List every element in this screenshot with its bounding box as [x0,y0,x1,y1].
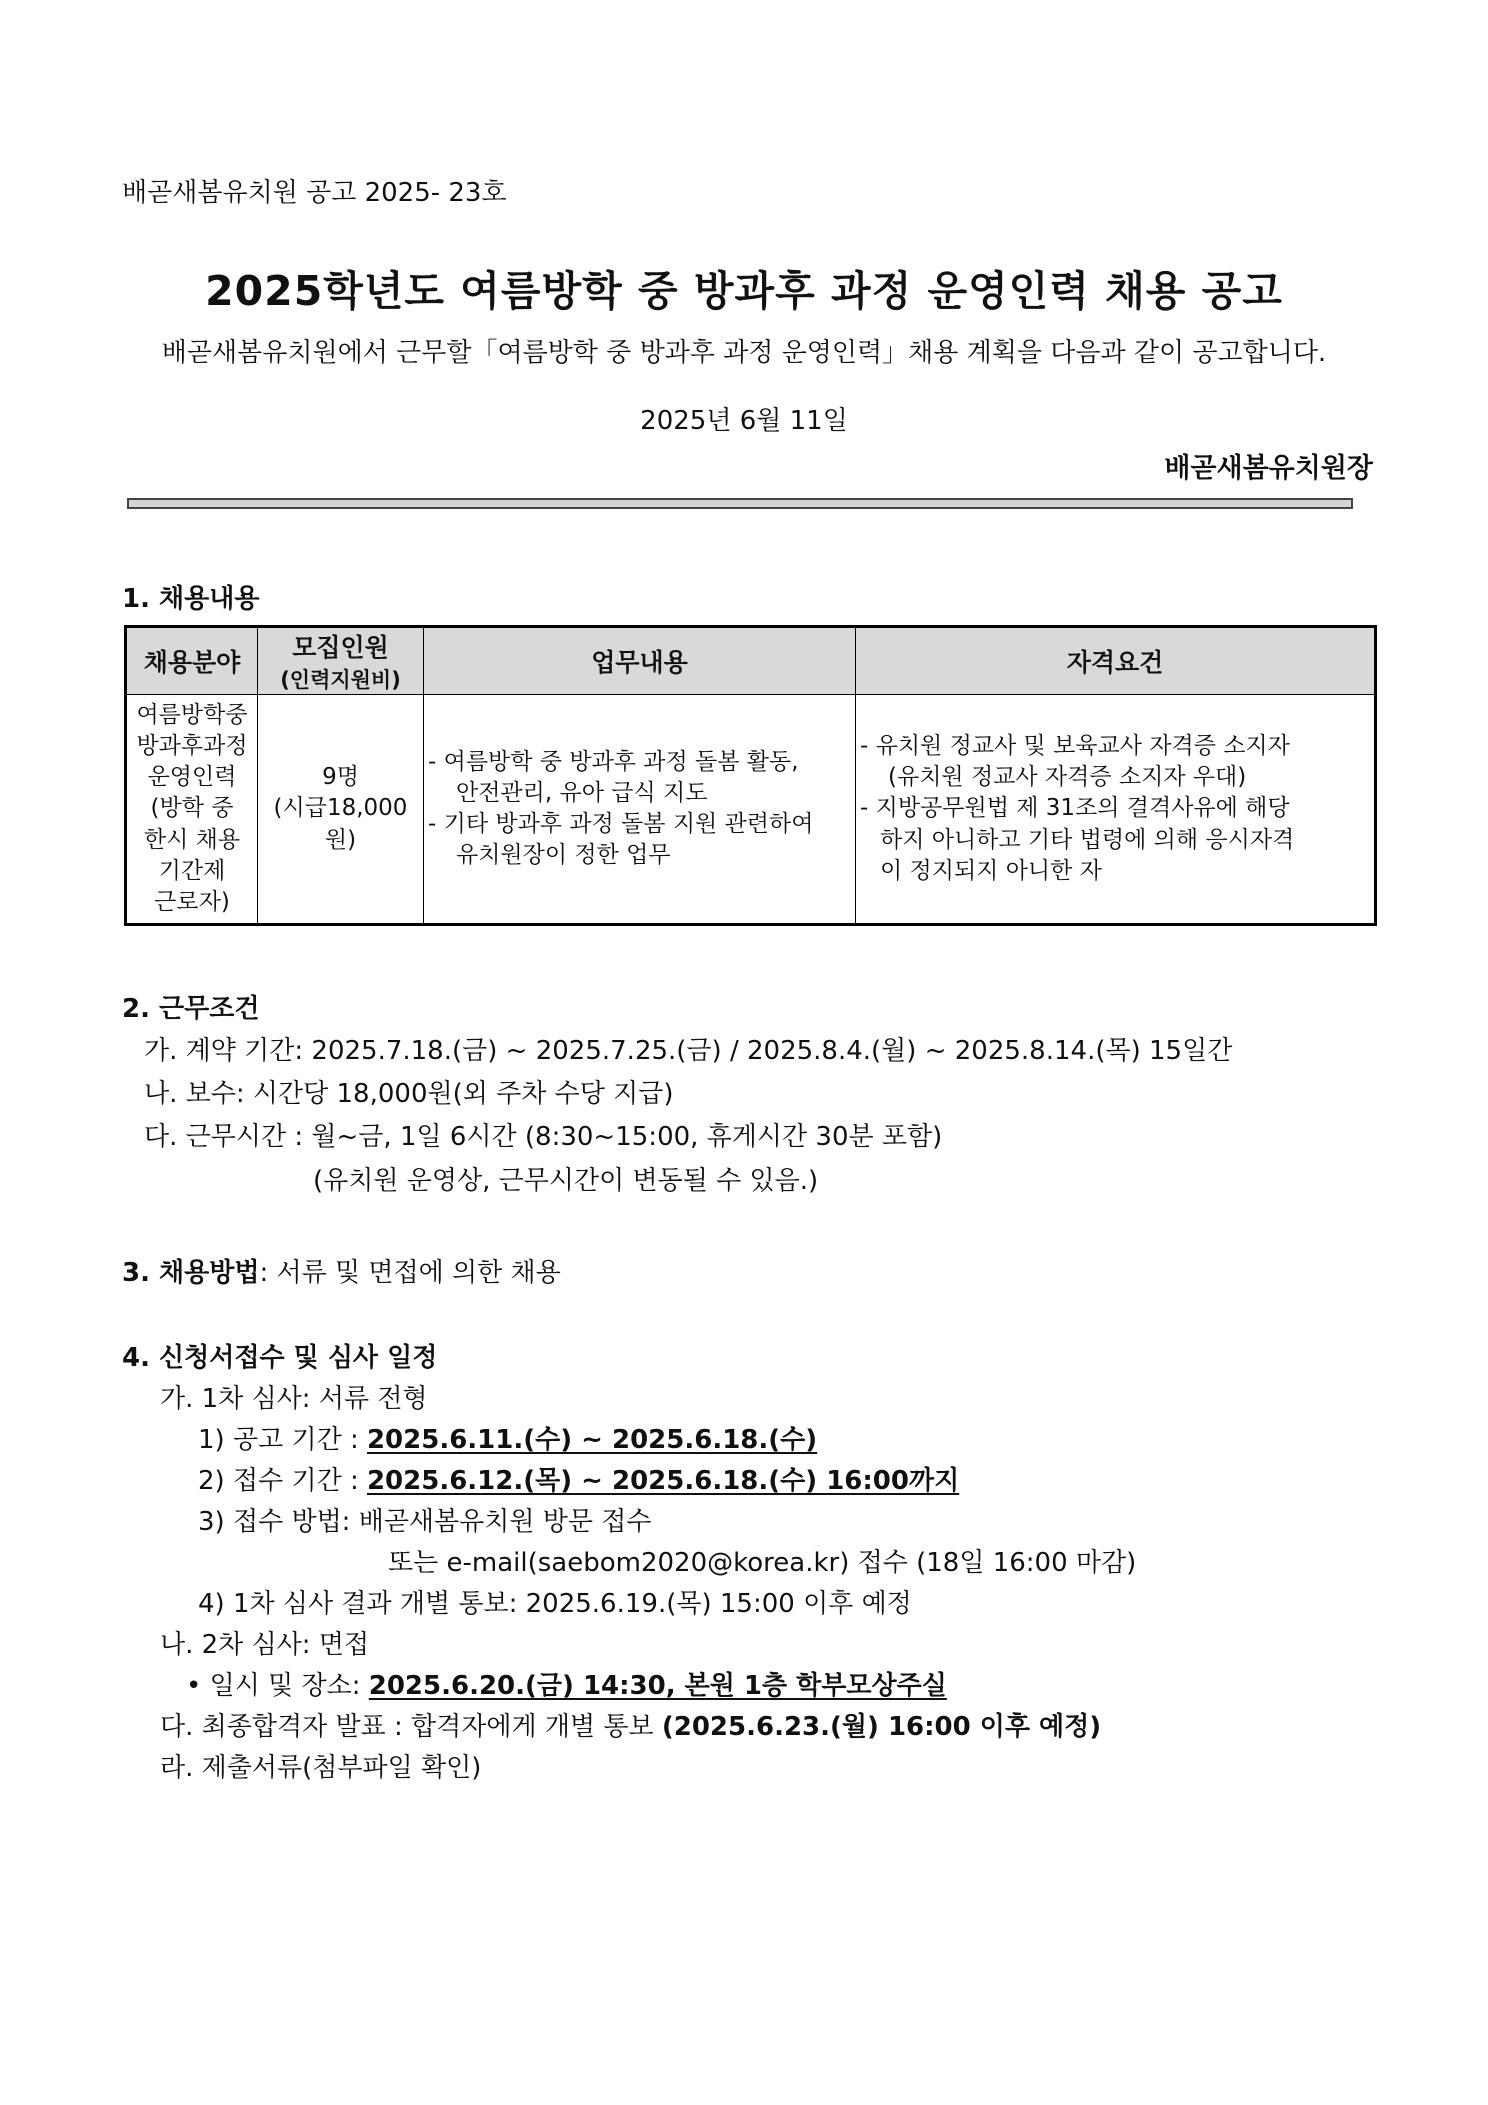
pay: 나. 보수: 시간당 18,000원(외 주차 수당 지급) [144,1079,674,1109]
field-line: 여름방학중 [136,702,248,729]
qualification-line: (유치원 정교사 자격증 소지자 우대) [888,764,1247,791]
final-detail: (2025.6.23.(월) 16:00 이후 예정) [661,1712,1102,1742]
cell-field [126,695,258,925]
notice-number: 배곧새봄유치원 공고 2025- 23호 [122,178,507,208]
qualification-line: 이 정지되지 아니한 자 [880,857,1102,884]
col-headcount [258,627,424,695]
final-label: 다. 최종합격자 발표 : 합격자에게 개별 통보 [160,1712,662,1742]
recruit-table [124,625,1377,926]
interview-label: • 일시 및 장소: [186,1671,369,1701]
section3 [122,1252,561,1289]
first-result: 4) 1차 심사 결과 개별 통보: 2025.6.19.(목) 15:00 이후 예정 [198,1589,912,1619]
field-line: 기간제 [158,857,226,884]
section3-heading: 3. 채용방법 [122,1258,260,1288]
col-headcount-label: 모집인원 [292,633,389,662]
field-line: 방과후과정 [136,733,248,760]
final-announcement [160,1706,1101,1743]
col-field: 채용분야 [126,627,258,695]
section3-text: : 서류 및 면접에 의한 채용 [259,1258,561,1288]
field-line: 운영인력 [147,764,237,791]
subtitle: 배곧새봄유치원에서 근무할「여름방학 중 방과후 과정 운영인력」채용 계획을 다음과 같이 공고합니다. [161,338,1327,368]
table-row [126,695,1376,925]
section4-heading: 4. 신청서접수 및 심사 일정 [122,1343,438,1373]
documents: 라. 제출서류(첨부파일 확인) [160,1753,482,1783]
issuer: 배곧새봄유치원장 [1164,453,1373,484]
duty-line: - 여름방학 중 방과후 과정 돌봄 활동, [428,748,799,775]
notice-date: 2025년 6월 11일 [640,406,848,436]
qualification-line: - 지방공무원법 제 31조의 결격사유에 해당 [860,795,1290,822]
section1-heading: 1. 채용내용 [122,584,260,614]
receipt-period-line [198,1460,959,1497]
notice-period: 2025.6.11.(수) ~ 2025.6.18.(수) [366,1425,818,1455]
qualification-line: 하지 아니하고 기타 법령에 의해 응시자격 [880,826,1295,853]
receipt-period: 2025.6.12.(목) ~ 2025.6.18.(수) 16:00까지 [366,1466,960,1496]
duty-line: 안전관리, 유아 급식 지도 [456,779,708,806]
contract-period: 가. 계약 기간: 2025.7.18.(금) ~ 2025.7.25.(금) / 2025.8.4.(월) ~ 2025.8.14.(목) 15일간 [144,1036,1233,1066]
receipt-method: 3) 접수 방법: 배곧새봄유치원 방문 접수 [198,1507,652,1537]
interview-detail: 2025.6.20.(금) 14:30, 본원 1층 학부모상주실 [368,1671,947,1701]
notice-period-label: 1) 공고 기간 : [198,1425,367,1455]
section2-heading: 2. 근무조건 [122,994,260,1024]
work-hours: 다. 근무시간 : 월~금, 1일 6시간 (8:30~15:00, 휴게시간 30분 포함) [144,1122,943,1152]
notice-period-line [198,1419,817,1456]
col-headcount-sub: (인력지원비) [280,668,401,692]
first-review: 가. 1차 심사: 서류 전형 [160,1384,428,1414]
duty-line: 유치원장이 정한 업무 [456,842,671,869]
second-review: 나. 2차 심사: 면접 [160,1630,370,1660]
page-title: 2025학년도 여름방학 중 방과후 과정 운영인력 채용 공고 [205,267,1283,315]
receipt-period-label: 2) 접수 기간 : [198,1466,367,1496]
cell-headcount [258,695,424,925]
field-line: 한시 채용 [143,826,241,853]
field-line: 근로자) [154,888,230,915]
field-line: (방학 중 [150,795,234,822]
work-hours-note: (유치원 운영상, 근무시간이 변동될 수 있음.) [313,1166,819,1196]
divider [127,498,1353,509]
wage: (시급18,000원) [273,795,408,853]
receipt-method-email: 또는 e-mail(saebom2020@korea.kr) 접수 (18일 16:00 마감) [388,1548,1137,1578]
table-header-row [126,627,1376,695]
col-qualifications: 자격요건 [856,627,1376,695]
col-duties: 업무내용 [424,627,856,695]
duty-line: - 기타 방과후 과정 돌봄 지원 관련하여 [428,811,814,837]
qualification-line: - 유치원 정교사 및 보육교사 자격증 소지자 [860,733,1290,760]
cell-qualifications [856,695,1376,925]
headcount: 9명 [322,764,359,791]
cell-duties [424,695,856,925]
interview-line [186,1665,947,1702]
